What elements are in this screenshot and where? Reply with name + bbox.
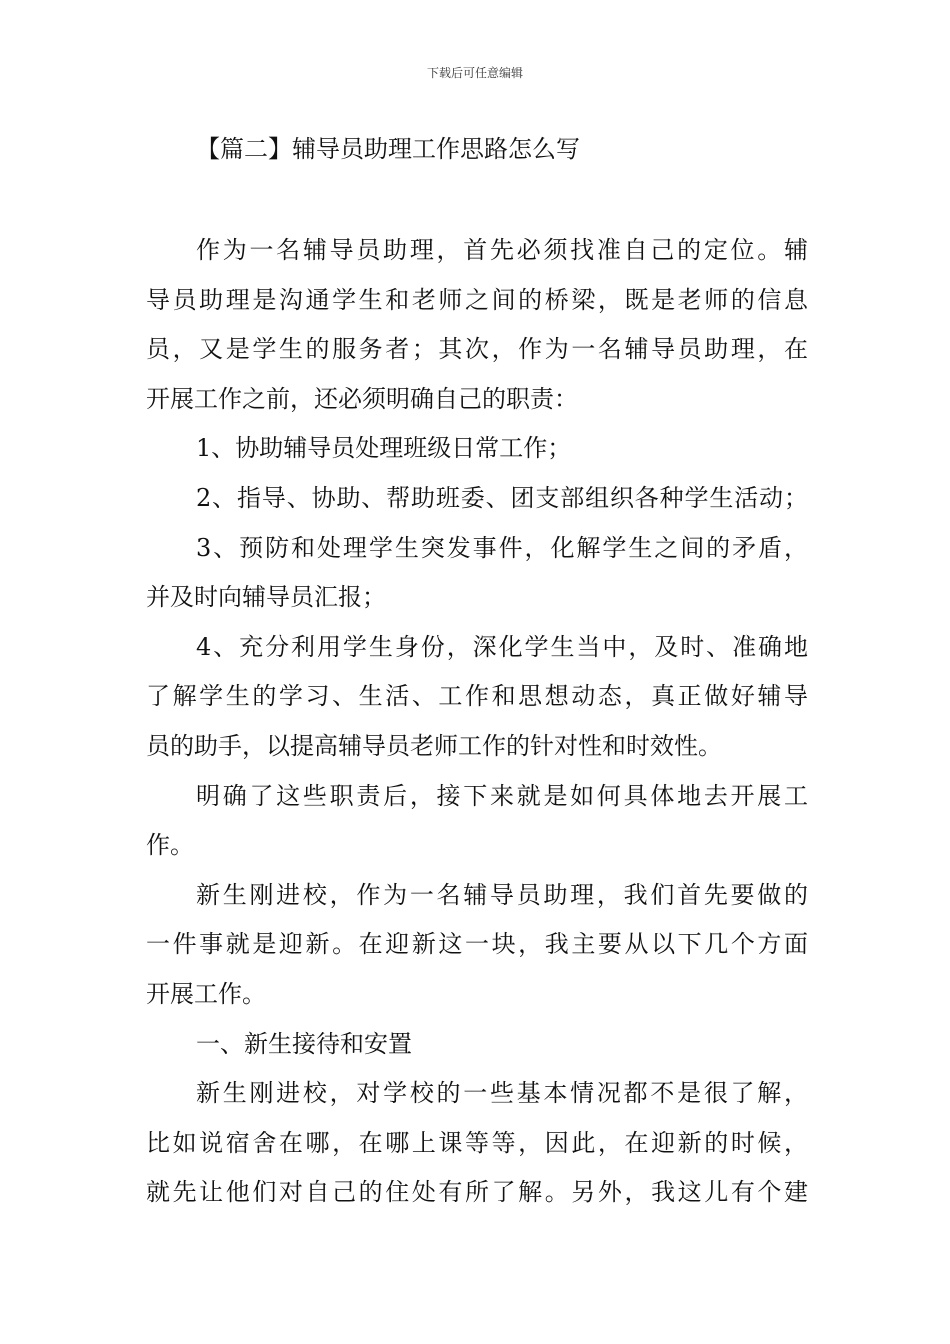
text-line: 开展工作之前，还必须明确自己的职责： [146,384,578,413]
text-line: 员，又是学生的服务者；其次，作为一名辅导员助理，在 [146,335,808,364]
text-line: 了解学生的学习、生活、工作和思想动态，真正做好辅导 [146,682,808,711]
document-title: 【篇二】辅导员助理工作思路怎么写 [196,135,580,163]
page-header: 下载后可任意编辑 [426,66,523,80]
text-line: 比如说宿舍在哪，在哪上课等等，因此，在迎新的时候， [146,1128,808,1157]
text-line: 导员助理是沟通学生和老师之间的桥梁，既是老师的信息 [146,285,808,314]
document-body [146,226,808,1218]
text-line: 作。 [146,831,194,860]
text-line: 员的助手，以提高辅导员老师工作的针对性和时效性。 [146,731,722,760]
text-line: 作为一名辅导员助理，首先必须找准自己的定位。辅 [196,236,808,264]
text-line: 一件事就是迎新。在迎新这一块，我主要从以下几个方面 [146,930,808,959]
list-item: 2、指导、协助、帮助班委、团支部组织各种学生活动； [196,483,808,512]
text-line: 明确了这些职责后，接下来就是如何具体地去开展工 [196,781,808,810]
text-line: 新生刚进校，作为一名辅导员助理，我们首先要做的 [196,880,808,909]
text-line: 新生刚进校，对学校的一些基本情况都不是很了解， [196,1079,808,1108]
section-heading: 一、新生接待和安置 [196,1029,412,1058]
text-line: 就先让他们对自己的住处有所了解。另外，我这儿有个建 [146,1178,808,1207]
list-item: 1、协助辅导员处理班级日常工作； [196,434,572,463]
list-item: 4、充分利用学生身份，深化学生当中，及时、准确地 [196,632,808,661]
text-line: 并及时向辅导员汇报； [146,583,386,612]
text-line: 开展工作。 [146,979,266,1008]
list-item: 3、预防和处理学生突发事件，化解学生之间的矛盾， [196,533,808,562]
